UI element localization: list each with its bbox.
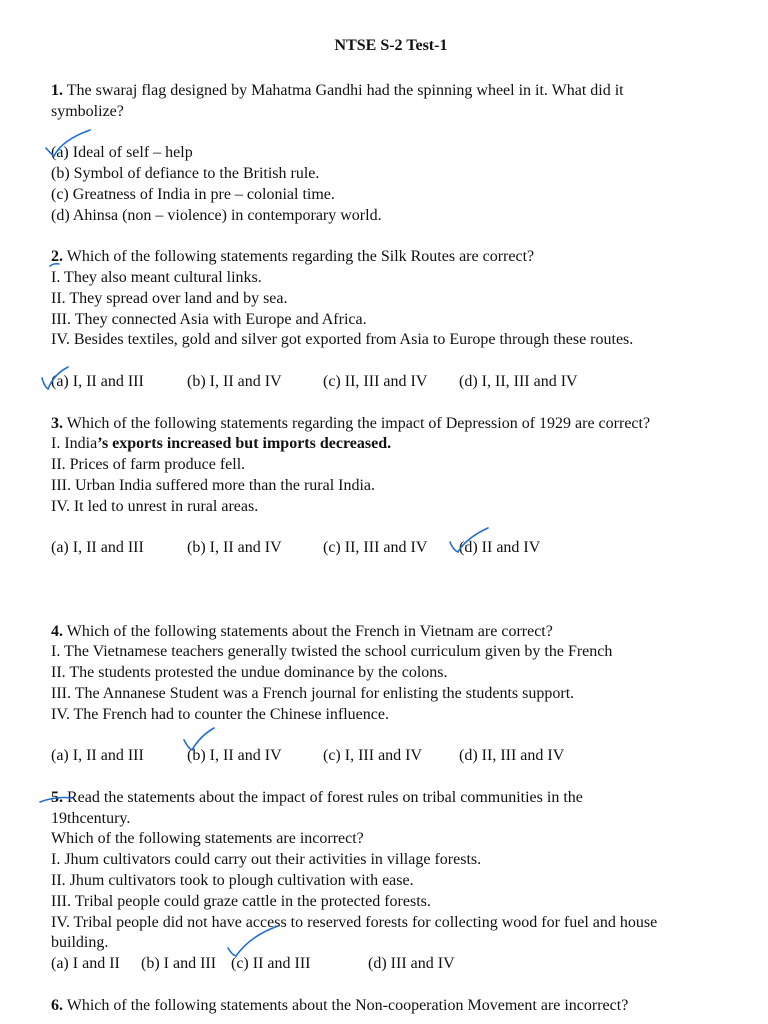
options-row [51, 538, 731, 559]
question-text-cont: symbolize? [51, 102, 124, 120]
option-a: (a) I, II and III [51, 747, 144, 765]
statement-2: II. The students protested the undue dominance by the colons. [51, 664, 448, 682]
option-b: (b) Symbol of defiance to the British rule. [51, 164, 320, 182]
question-6 [51, 996, 731, 1017]
question-text: 4. Which of the following statements about the French in Vietnam are correct? [51, 622, 553, 640]
question-text-cont: 19thcentury. [51, 809, 131, 827]
question-number: 6. [51, 996, 63, 1014]
statement-1: I. They also meant cultural links. [51, 268, 262, 286]
statement-1: I. Jhum cultivators could carry out their activities in village forests. [51, 851, 482, 869]
statement-4: IV. It led to unrest in rural areas. [51, 497, 259, 515]
option-c: (c) II, III and IV [323, 539, 428, 557]
statement-2: II. They spread over land and by sea. [51, 289, 288, 307]
option-a: (a) Ideal of self – help [51, 144, 193, 162]
question-number: 2. [51, 248, 63, 266]
question-prompt: Which of the following statements are incorrect? [51, 830, 364, 848]
option-d: (d) II, III and IV [459, 747, 565, 765]
statement-2: II. Jhum cultivators took to plough cultivation with ease. [51, 872, 414, 890]
question-number: 3. [51, 414, 63, 432]
question-2 [51, 247, 731, 393]
question-text: 1. The swaraj flag designed by Mahatma Gandhi had the spinning wheel in it. What did it [51, 81, 624, 99]
page-title: NTSE S-2 Test-1 [334, 37, 448, 54]
test-page [51, 36, 731, 1017]
question-text: 2. Which of the following statements regarding the Silk Routes are correct? [51, 248, 535, 266]
option-d: (d) Ahinsa (non – violence) in contemporary world. [51, 206, 382, 224]
option-d: (d) II and IV [459, 539, 541, 557]
question-5 [51, 788, 731, 975]
question-number: 4. [51, 622, 63, 640]
option-c: (c) Greatness of India in pre – colonial time. [51, 185, 335, 203]
option-b: (b) I, II and IV [187, 747, 282, 765]
question-3 [51, 414, 731, 560]
question-number: 1. [51, 81, 63, 99]
statement-3: III. Tribal people could graze cattle in the protected forests. [51, 892, 431, 910]
statement-3: III. Urban India suffered more than the rural India. [51, 476, 376, 494]
question-text: 3. Which of the following statements regarding the impact of Depression of 1929 are correct? [51, 414, 651, 432]
statement-4: IV. Besides textiles, gold and silver got exported from Asia to Europe through these routes. [51, 331, 634, 349]
option-d: (d) I, II, III and IV [459, 372, 578, 390]
options-row [51, 954, 731, 975]
option-a: (a) I, II and III [51, 539, 144, 557]
option-b: (b) I, II and IV [187, 539, 282, 557]
statement-3: III. The Annanese Student was a French journal for enlisting the students support. [51, 684, 575, 702]
statement-3: III. They connected Asia with Europe and Africa. [51, 310, 367, 328]
question-text: 5. Read the statements about the impact of forest rules on tribal communities in the [51, 788, 583, 806]
statement-1: I. The Vietnamese teachers generally twisted the school curriculum given by the French [51, 643, 613, 661]
option-c: (c) II and III [231, 955, 311, 973]
option-c: (c) II, III and IV [323, 372, 428, 390]
option-b: (b) I and III [141, 955, 217, 973]
question-text: 6. Which of the following statements about the Non-cooperation Movement are incorrect? [51, 996, 629, 1014]
statement-4: IV. The French had to counter the Chinese influence. [51, 705, 389, 723]
question-4 [51, 622, 731, 768]
statement-2: II. Prices of farm produce fell. [51, 456, 246, 474]
statement-4-cont: building. [51, 934, 109, 952]
question-1 [51, 81, 731, 227]
options-row [51, 746, 731, 767]
question-number: 5. [51, 788, 63, 806]
option-d: (d) III and IV [368, 955, 455, 973]
options-row [51, 372, 731, 393]
option-a: (a) I, II and III [51, 372, 144, 390]
statement-4: IV. Tribal people did not have access to reserved forests for collecting wood for fuel and house [51, 913, 658, 931]
option-b: (b) I, II and IV [187, 372, 282, 390]
statement-1: I. India’s exports increased but imports decreased. [51, 435, 392, 453]
option-a: (a) I and II [51, 955, 120, 973]
option-c: (c) I, III and IV [323, 747, 423, 765]
